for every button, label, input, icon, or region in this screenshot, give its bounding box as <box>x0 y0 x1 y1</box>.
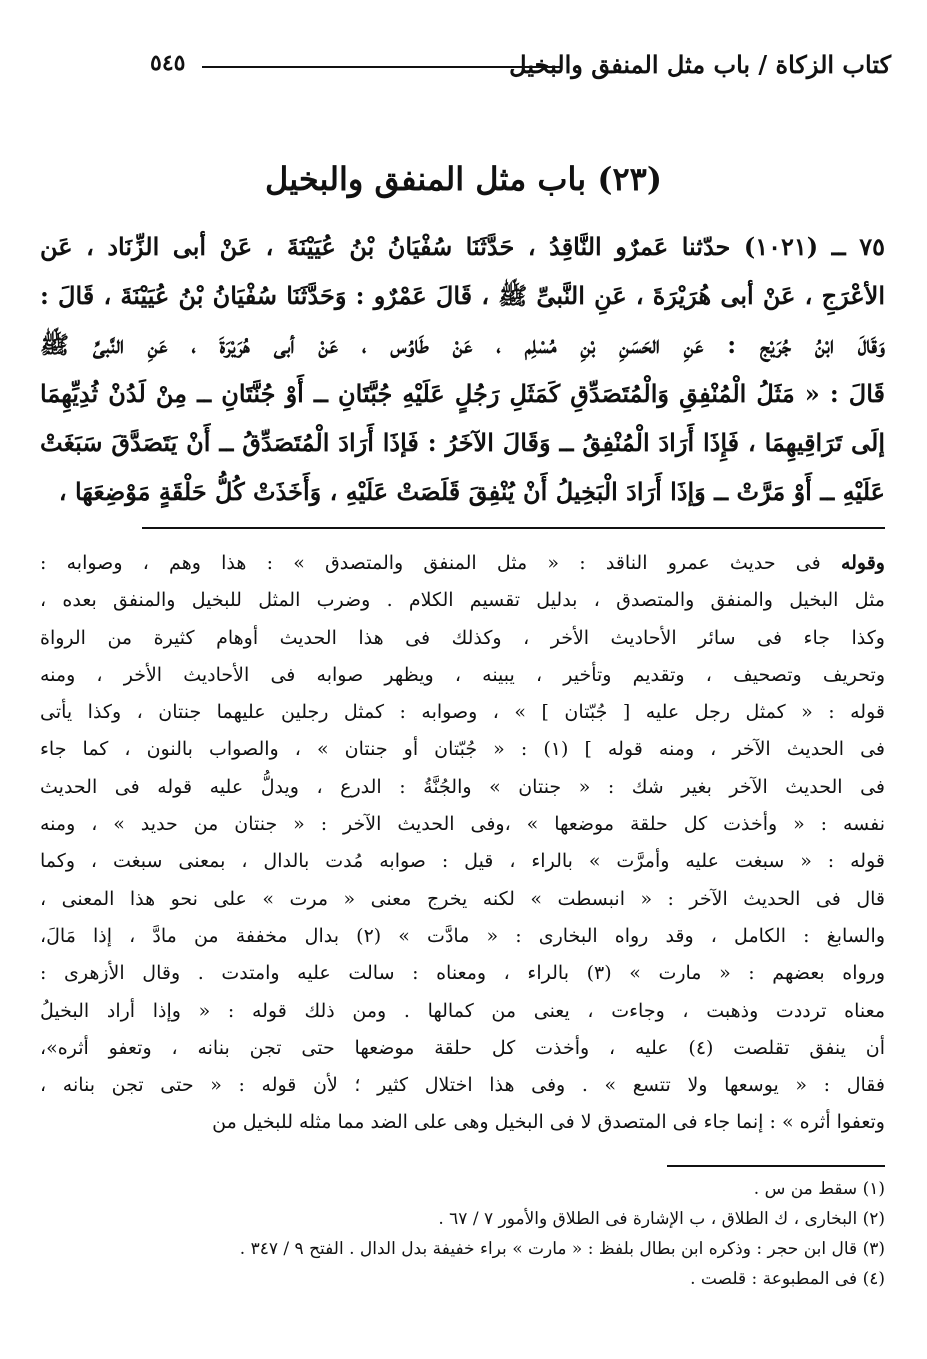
footnote: (٢) البخارى ، ك الطلاق ، ب الإشارة فى الطلاق والأمور ٧ / ٦٧ . <box>438 1209 885 1229</box>
commentary-line: وتحريف وتصحيف ، وتقديم وتأخير ، يبينه ، ويظهر صوابه فى الأحاديث الأخر ، ومنه <box>40 663 885 686</box>
commentary-text <box>40 545 885 1142</box>
commentary-line: معناه ترددت وذهبت ، وجاءت ، يعنى من كمالها . ومن ذلك قوله : « وإذا أراد البخيلُ <box>40 999 885 1022</box>
running-header <box>150 50 891 90</box>
commentary-line: قال فى الحديث الآخر : « انبسطت » لكنه يخرج معنى « مرت » على نحو هذا المعنى ، <box>40 887 885 910</box>
footnote: (٣) قال ابن حجر : وذكره ابن بطال بلفظ : « مارت » براء خفيفة بدل الدال . الفتح ٩ / ٣٤٧ . <box>239 1239 885 1259</box>
commentary-lead-word: وقوله <box>840 552 885 574</box>
commentary-line: وكذا جاء فى سائر الأحاديث الأخر ، وكذلك فى هذا الحديث أوهام كثيرة من الرواة <box>40 626 885 649</box>
hadith-line: عَلَيْهِ ــ أَوْ مَرَّتْ ــ وَإذَا أَرَادَ الْبَخِيلُ أَنْ يُنْفِقَ قَلَصَتْ عَلَيْهِ ، وَأَخَذَتْ كُلُّ حَلْقَةٍ مَوْضِعَهَا ، <box>58 477 885 506</box>
running-header-title: كتاب الزكاة / باب مثل المنفق والبخيل <box>509 50 891 79</box>
hadith-line: ٧٥ ــ (١٠٢١) حدّثنا عَمرٌو النَّاقِدُ ، حَدَّثَنَا سُفْيَانُ بْنُ عُيَيْنَةَ ، عَنْ أبى الزِّنَاد ، عَن <box>40 232 885 261</box>
hadith-line: وَقَالَ ابْنُ جُرَيْج : عَنِ الحَسَنِ بْنِ مُسْلِم ، عَنْ طَاوُس ، عَنْ أبى هُرَيْرَةَ ، عَنِ النَّبىِّ ﷺ <box>40 330 885 359</box>
commentary-line <box>40 545 885 582</box>
hadith-text <box>40 222 885 516</box>
commentary-line: فقال : « يوسعها ولا تتسع » . وفى هذا اختلال كثير ؛ لأن قوله : « حتى تجن بنانه ، <box>40 1074 885 1097</box>
commentary-line: فى الحديث الآخر بغير شك : « جنتان » والجُنَّةُ : الدرع ، ويدلُّ عليه قوله فى الحديث <box>40 775 885 798</box>
commentary-line: قوله : « سبغت عليه وأمرَّت » بالراء ، قيل : صوابه مُدت بالدال ، بمعنى سبغت ، وكما <box>40 850 885 873</box>
hadith-line: إلَى تَرَاقِيهِمَا ، فَإِذَا أَرَادَ الْمُنْفِقُ ــ وَقَالَ الآخَرُ : فَإذَا أَرَادَ الْمُتَصَدِّقُ ــ أَنْ يَتَصَدَّقَ سَبَغَتْ <box>40 428 885 457</box>
footnote-separator-rule <box>667 1165 885 1167</box>
text-separator-rule <box>142 527 885 529</box>
commentary-line: فى الحديث الآخر ، ومنه قوله ] (١) : « جُبّتان أو جنتان » ، والصواب بالنون ، كما جاء <box>40 738 885 761</box>
footnote: (٤) فى المطبوعة : قلصت . <box>690 1269 885 1289</box>
page-number: ٥٤٥ <box>150 50 186 76</box>
commentary-line: قوله : « كمثل رجل عليه [ جُبّتان ] » ، وصوابه : كمثل رجلين عليهما جنتان ، وكذا يأتى <box>40 701 885 724</box>
footnote: (١) سقط من س . <box>753 1179 885 1199</box>
header-rule <box>202 66 561 68</box>
commentary-line: أن ينفق تقلصت (٤) عليه ، وأخذت كل حلقة موضعها حتى تجن بنانه ، وتعفو أثره»، <box>40 1036 885 1059</box>
commentary-line: والسابغ : الكامل ، وقد رواه البخارى : « مادَّت » (٢) بدال مخففة من مادَّ ، إذا مَالَ، <box>40 924 885 947</box>
commentary-line: ورواه بعضهم : « مارت » (٣) بالراء ، ومعناه : سالت عليه وامتدت . وقال الأزهرى : <box>40 962 885 985</box>
footnotes <box>40 1174 885 1294</box>
hadith-line: الأعْرَجِ ، عَنْ أبى هُرَيْرَةَ ، عَنِ النَّبىِّ ﷺ ، قَالَ عَمْرٌو : وَحَدَّثَنَا سُفْيَانُ بْنُ عُيَيْنَةَ ، قَالَ : <box>40 281 885 310</box>
commentary-line-rest: فى حديث عمرو الناقد : « مثل المنفق والمتصدق » : هذا وهم ، وصوابه : <box>40 552 841 574</box>
commentary-line: مثل البخيل والمنفق والمتصدق ، بدليل تقسيم الكلام . وضرب المثل للبخيل والمنفق بعده ، <box>40 589 885 612</box>
chapter-title: (٢٣) باب مثل المنفق والبخيل <box>265 160 662 198</box>
commentary-line: وتعفوا أثره » : إنما جاء فى المتصدق لا فى البخيل وهى على الضد مما مثله للبخيل من <box>212 1111 885 1134</box>
commentary-line: نفسه : « وأخذت كل حلقة موضعها » ،وفى الحديث الآخر : « جنتان من حديد » ، ومنه <box>40 813 885 836</box>
hadith-line: قَالَ : « مَثَلُ الْمُنْفِقِ وَالْمُتَصَدِّقِ كَمَثَلِ رَجُلٍ عَلَيْهِ جُبَّتَانِ ــ أَوْ جُنَّتَانِ ــ مِنْ لَدُنْ ثُدِيِّهِمَا <box>40 379 885 408</box>
